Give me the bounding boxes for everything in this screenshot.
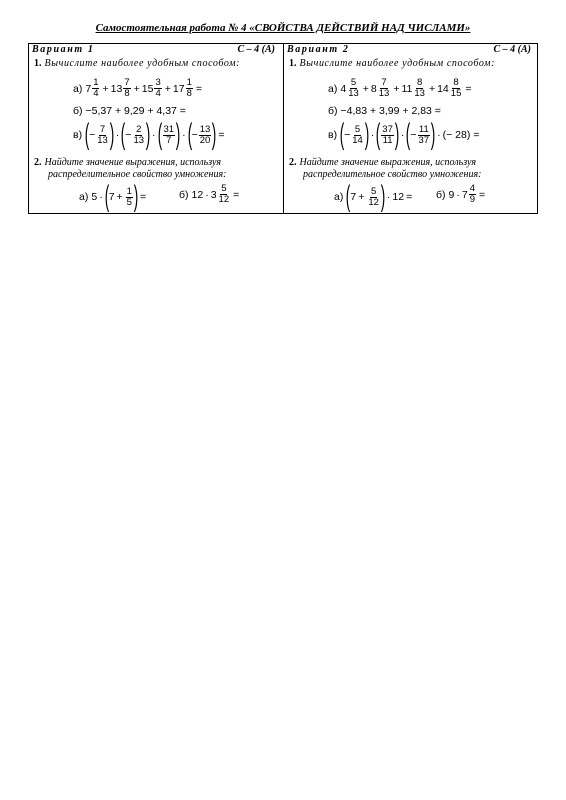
numerator: 1: [126, 185, 132, 197]
fraction: [186, 78, 193, 99]
factor: 9: [448, 188, 455, 201]
numerator: 7: [124, 77, 130, 88]
plus-sign: +: [428, 82, 436, 95]
variant-1-title: Вариант 1: [32, 44, 95, 55]
v1-task2-line1: Найдите значение выражения, используя: [44, 157, 221, 168]
fraction: [92, 78, 99, 99]
mixed-number: [173, 78, 194, 99]
equals-sign: =: [218, 129, 225, 141]
denominator: 12: [218, 194, 230, 205]
denominator: 8: [186, 88, 192, 99]
v1-task1-c: в) ( − $\frac{7}{13}$ ) · ( − $\frac{2}{13}$ ) · ( $\frac{31}{7}$ ) · ( − $\frac{13}{20}$ ) =: [73, 118, 225, 151]
whole: 7: [85, 82, 92, 95]
fraction: [367, 187, 380, 208]
fraction: [378, 78, 391, 99]
paren-group: ( − $\frac{2}{13}$ ): [121, 118, 151, 151]
page-title: Самостоятельная работа № 4 «СВОЙСТВА ДЕЙСТВИЙ НАД ЧИСЛАМИ»: [95, 22, 471, 34]
v1-task2-line2: распределительное свойство умножения:: [48, 169, 227, 180]
variant-2-header: [284, 44, 539, 56]
v2-task1-a: [328, 78, 474, 99]
fraction: [381, 125, 394, 146]
v1-task2-a: а) 5 · ( 7 + $\frac{1}{5}$ ) =: [79, 180, 147, 213]
v1-task2-text: [34, 157, 226, 181]
denominator: 5: [126, 196, 132, 208]
fraction: [123, 78, 130, 99]
plus-sign: +: [362, 82, 369, 95]
v1-task1-a: [73, 78, 204, 99]
fraction: [418, 125, 431, 146]
numerator: 5: [354, 123, 361, 135]
numerator: 4: [469, 183, 475, 194]
equals-sign: =: [465, 82, 472, 95]
numerator: 31: [163, 123, 175, 135]
v1-task1-a-label: а): [73, 82, 83, 95]
v1-task1-c-label: в): [73, 129, 83, 141]
v1-task2-number: 2.: [34, 157, 42, 168]
numerator: 5: [350, 77, 357, 88]
v2-task1-number: 1.: [289, 58, 297, 69]
variant-1-code: С – 4 (А): [237, 44, 275, 55]
denominator: 4: [155, 88, 161, 99]
denominator: 9: [469, 194, 475, 205]
v2-task1-instruction: Вычислите наиболее удобным способом:: [299, 58, 496, 69]
v2-task2-line1: Найдите значение выражения, используя: [299, 157, 476, 168]
denominator: 13: [378, 88, 390, 99]
fraction: [351, 125, 364, 146]
variant-1-column: [29, 44, 284, 213]
v1-task1-b-expression: −5,37 + 9,29 + 4,37 =: [85, 105, 186, 117]
denominator: 12: [368, 196, 379, 208]
numerator: 1: [186, 77, 192, 88]
v2-task1-b-label: б): [328, 105, 338, 117]
variant-2-title: Вариант 2: [287, 44, 350, 55]
v1-task1-text: [34, 58, 240, 70]
paren-group: ( $\frac{31}{7}$ ): [157, 118, 181, 151]
paren-group: ( $\frac{37}{11}$ ): [376, 118, 400, 151]
denominator: 14: [352, 134, 363, 146]
equals-sign: =: [195, 82, 202, 95]
whole: 3: [210, 188, 217, 201]
whole: 14: [437, 82, 449, 95]
variant-2-column: [284, 44, 539, 213]
fraction: [96, 125, 109, 146]
v1-task2-a-label: а): [79, 191, 89, 203]
denominator: 20: [199, 134, 211, 146]
whole: 7: [350, 191, 357, 203]
denominator: 15: [450, 88, 462, 99]
paren-group: ( 7 + $\frac{5}{12}$ ): [346, 180, 386, 213]
v1-task1-b-label: б): [73, 105, 83, 117]
whole: 13: [110, 82, 123, 95]
mixed-number: [401, 78, 426, 99]
mixed-number: [211, 184, 231, 205]
mixed-number: [340, 78, 360, 99]
variant-1-header: [29, 44, 283, 56]
numerator: 5: [221, 183, 227, 194]
denominator: 11: [382, 134, 393, 146]
denominator: 13: [348, 88, 359, 99]
mixed-number: [437, 78, 463, 99]
v1-task1-number: 1.: [34, 58, 42, 69]
whole: 8: [370, 82, 377, 95]
equals-sign: =: [406, 191, 413, 203]
denominator: 13: [133, 134, 145, 146]
factor: 12: [392, 191, 405, 203]
denominator: 13: [414, 88, 425, 99]
mixed-number: [85, 78, 100, 99]
numerator: 13: [199, 123, 211, 135]
variant-2-code: С – 4 (А): [493, 44, 531, 55]
v2-task2-line2: распределительное свойство умножения:: [303, 169, 482, 180]
fraction: [126, 187, 133, 208]
whole: 4: [340, 82, 347, 95]
fraction: [347, 78, 360, 99]
paren-group: ( 7 + $\frac{1}{5}$ ): [104, 180, 139, 213]
paren-group: ( − $\frac{7}{13}$ ): [84, 118, 115, 151]
denominator: 8: [124, 88, 130, 99]
plus-sign: +: [393, 82, 400, 95]
numerator: 1: [93, 77, 99, 88]
denominator: 13: [97, 134, 108, 146]
v1-task1-instruction: Вычислите наиболее удобным способом:: [44, 58, 241, 69]
fraction: [132, 125, 145, 146]
numerator: 5: [370, 185, 377, 197]
whole: 17: [172, 82, 185, 95]
numerator: 7: [381, 77, 387, 88]
whole: 7: [461, 188, 468, 201]
fraction: [218, 184, 231, 205]
v1-task2-b-label: б): [179, 188, 189, 201]
v2-task2-number: 2.: [289, 157, 297, 168]
denominator: 37: [418, 134, 430, 146]
mixed-number: [142, 78, 163, 99]
plus-sign: +: [102, 82, 109, 95]
v2-task1-c-last-factor: (− 28) =: [442, 129, 480, 141]
v2-task2-a-label: а): [334, 191, 344, 203]
fraction: [154, 78, 161, 99]
v2-task2-text: [289, 157, 481, 181]
fraction: [450, 78, 463, 99]
v2-task2-b-label: б): [436, 188, 446, 201]
v2-task1-a-label: а): [328, 82, 338, 95]
plus-sign: +: [164, 82, 171, 95]
mixed-number: [111, 78, 132, 99]
whole: 11: [401, 82, 413, 95]
v2-task1-text: [289, 58, 495, 70]
factor: 5: [91, 191, 98, 203]
plus-sign: +: [133, 82, 140, 95]
worksheet-table: [28, 43, 538, 214]
fraction: [469, 184, 476, 205]
numerator: 3: [155, 77, 161, 88]
numerator: 8: [453, 77, 459, 88]
v2-task1-b-expression: −4,83 + 3,99 + 2,83 =: [340, 105, 441, 117]
fraction: [199, 125, 212, 146]
fraction: [413, 78, 426, 99]
fraction: [163, 125, 176, 146]
mixed-number: [371, 78, 391, 99]
numerator: 7: [99, 123, 106, 135]
paren-group: ( − $\frac{11}{37}$ ): [406, 118, 436, 151]
paren-group: ( − $\frac{13}{20}$ ): [187, 118, 217, 151]
v2-task1-b: [328, 105, 441, 117]
paren-group: ( − $\frac{5}{14}$ ): [339, 118, 370, 151]
numerator: 8: [417, 77, 423, 88]
equals-sign: =: [233, 188, 240, 201]
whole: 7: [108, 191, 115, 203]
numerator: 2: [136, 123, 142, 135]
v2-task1-c: в) ( − $\frac{5}{14}$ ) · ( $\frac{37}{11}$ ) · ( − $\frac{11}{37}$ ) · (− 28) =: [328, 118, 480, 151]
v2-task2-a: а) ( 7 + $\frac{5}{12}$ ) · 12 =: [334, 180, 413, 213]
v2-task1-c-label: в): [328, 129, 338, 141]
numerator: 37: [382, 123, 393, 135]
denominator: 4: [93, 88, 99, 99]
whole: 15: [141, 82, 154, 95]
mixed-number: [462, 184, 477, 205]
equals-sign: =: [139, 191, 147, 203]
equals-sign: =: [479, 188, 486, 201]
v2-task2-b: б) 9 · 7 $\frac{4}{9}$ =: [436, 183, 486, 205]
v1-task2-b: б) 12 · 3 $\frac{5}{12}$ =: [179, 183, 240, 205]
denominator: 7: [166, 134, 172, 146]
v1-task1-b: [73, 105, 186, 117]
factor: 12: [191, 188, 204, 201]
numerator: 11: [418, 123, 429, 135]
